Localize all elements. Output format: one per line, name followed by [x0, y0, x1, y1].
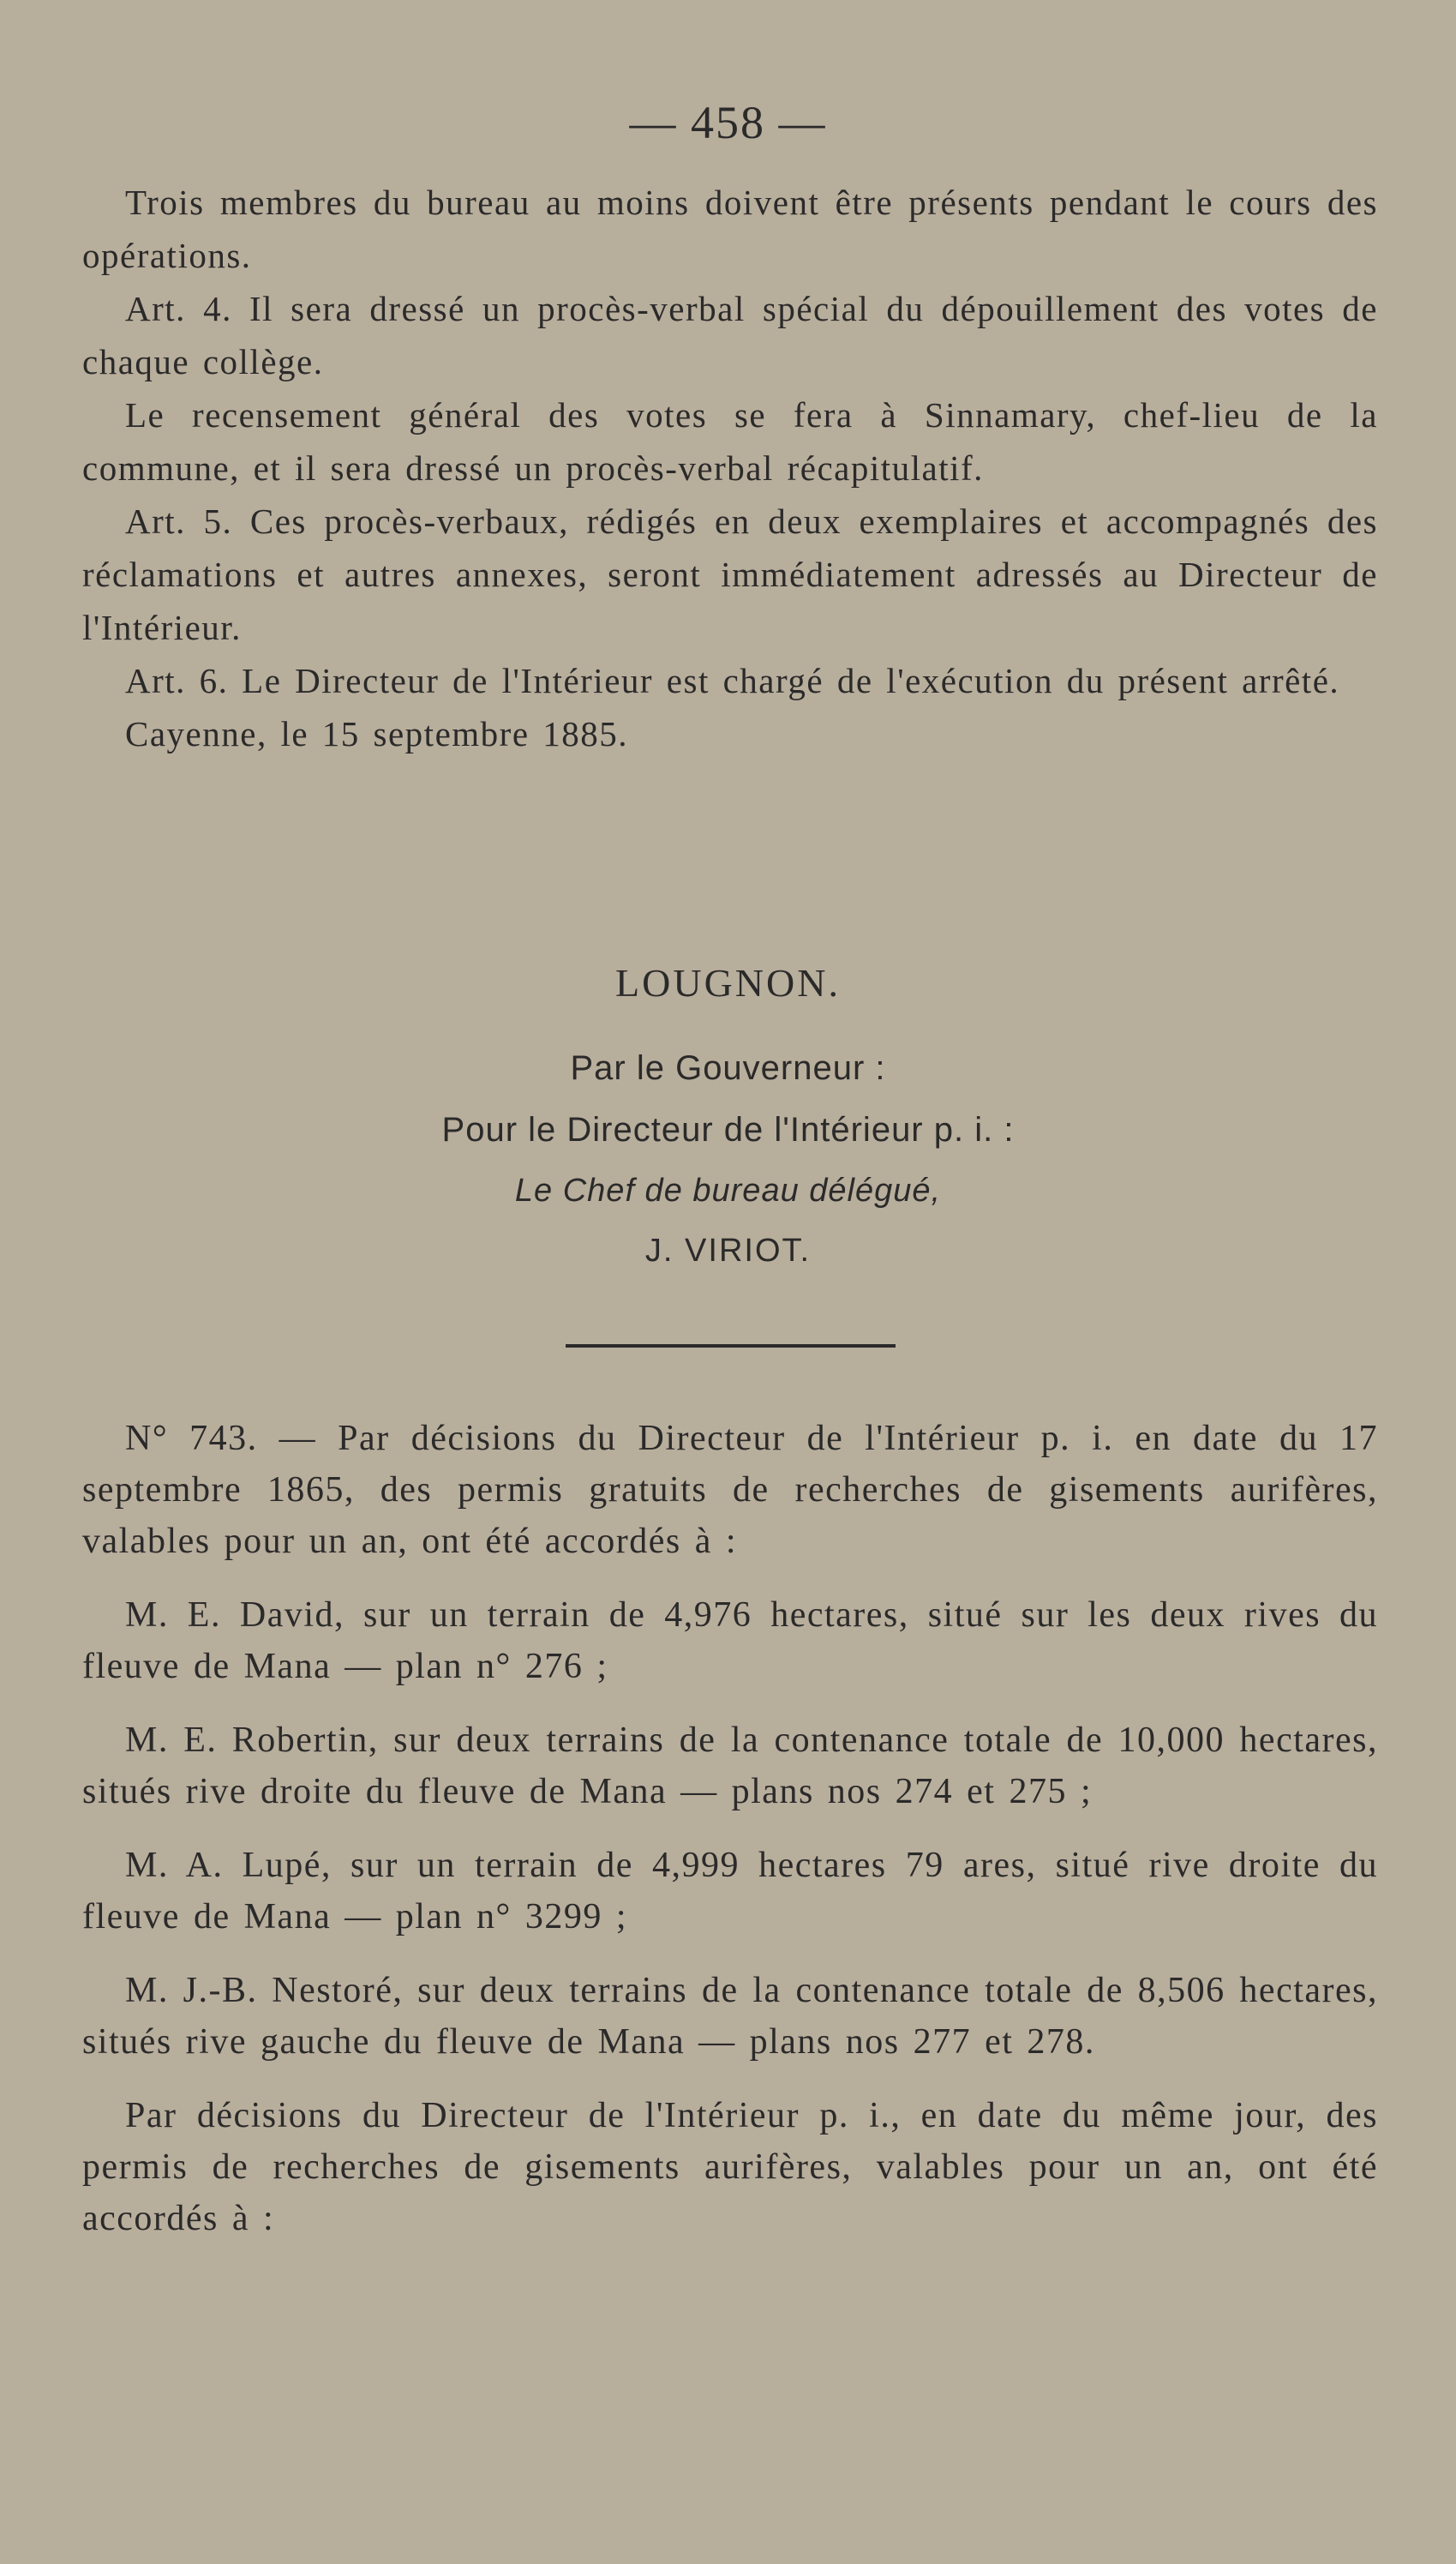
paragraph-permit-nestore: M. J.-B. Nestoré, sur deux terrains de la contenance totale de 8,506 hectares, situés rive gauche du fleuve de Mana — plans nos 277 et 278.: [82, 1971, 1378, 2062]
signature-by-governor: Par le Gouverneur :: [570, 1049, 886, 1087]
page-number: — 458 —: [629, 97, 827, 148]
signature-delegate-name: J. VIRIOT.: [644, 1233, 812, 1269]
paragraph-article-4: Art. 4. Il sera dressé un procès-verbal spécial du dépouillement des votes de chaque collège.: [82, 289, 1378, 381]
signature-name: LOUGNON.: [615, 961, 841, 1005]
section-divider: [566, 1344, 896, 1348]
paragraph-decision-same-day: Par décisions du Directeur de l'Intérieur p. i., en date du même jour, des permis de recherches de gisements aurifères, valables pour un an, ont été accordés à :: [82, 2096, 1378, 2238]
paragraph-recensement: Le recensement général des votes se fera à Sinnamary, chef-lieu de la commune, et il sera dressé un procès-verbal récapitulatif.: [82, 395, 1378, 488]
decree-articles: [82, 176, 1378, 760]
paragraph-bureau-members: Trois membres du bureau au moins doivent être présents pendant le cours des opérations.: [82, 183, 1378, 275]
paragraph-article-6: Art. 6. Le Directeur de l'Intérieur est chargé de l'exécution du présent arrêté.: [125, 661, 1340, 700]
paragraph-permit-david: M. E. David, sur un terrain de 4,976 hectares, situé sur les deux rives du fleuve de Mana — plan n° 276 ;: [82, 1595, 1378, 1686]
signature-for-director: Pour le Directeur de l'Intérieur p. i. :: [441, 1111, 1015, 1149]
signature-delegate-title: Le Chef de bureau délégué,: [514, 1173, 942, 1209]
paragraph-article-5: Art. 5. Ces procès-verbaux, rédigés en deux exemplaires et accompagnés des réclamations et autres annexes, seront immédiatement adressés au Directeur de l'Intérieur.: [82, 501, 1378, 647]
paragraph-decision-intro: N° 743. — Par décisions du Directeur de l'Intérieur p. i. en date du 17 septembre 1865, des permis gratuits de recherches de gisements aurifères, valables pour un an, ont été accordés à :: [82, 1419, 1378, 1561]
paragraph-date-place: Cayenne, le 15 septembre 1885.: [125, 714, 629, 754]
decision-743: [82, 1413, 1378, 2244]
paragraph-permit-robertin: M. E. Robertin, sur deux terrains de la contenance totale de 10,000 hectares, situés rive droite du fleuve de Mana — plans nos 274 et 275 ;: [82, 1720, 1378, 1811]
paragraph-permit-lupe: M. A. Lupé, sur un terrain de 4,999 hectares 79 ares, situé rive droite du fleuve de Mana — plan n° 3299 ;: [82, 1846, 1378, 1937]
